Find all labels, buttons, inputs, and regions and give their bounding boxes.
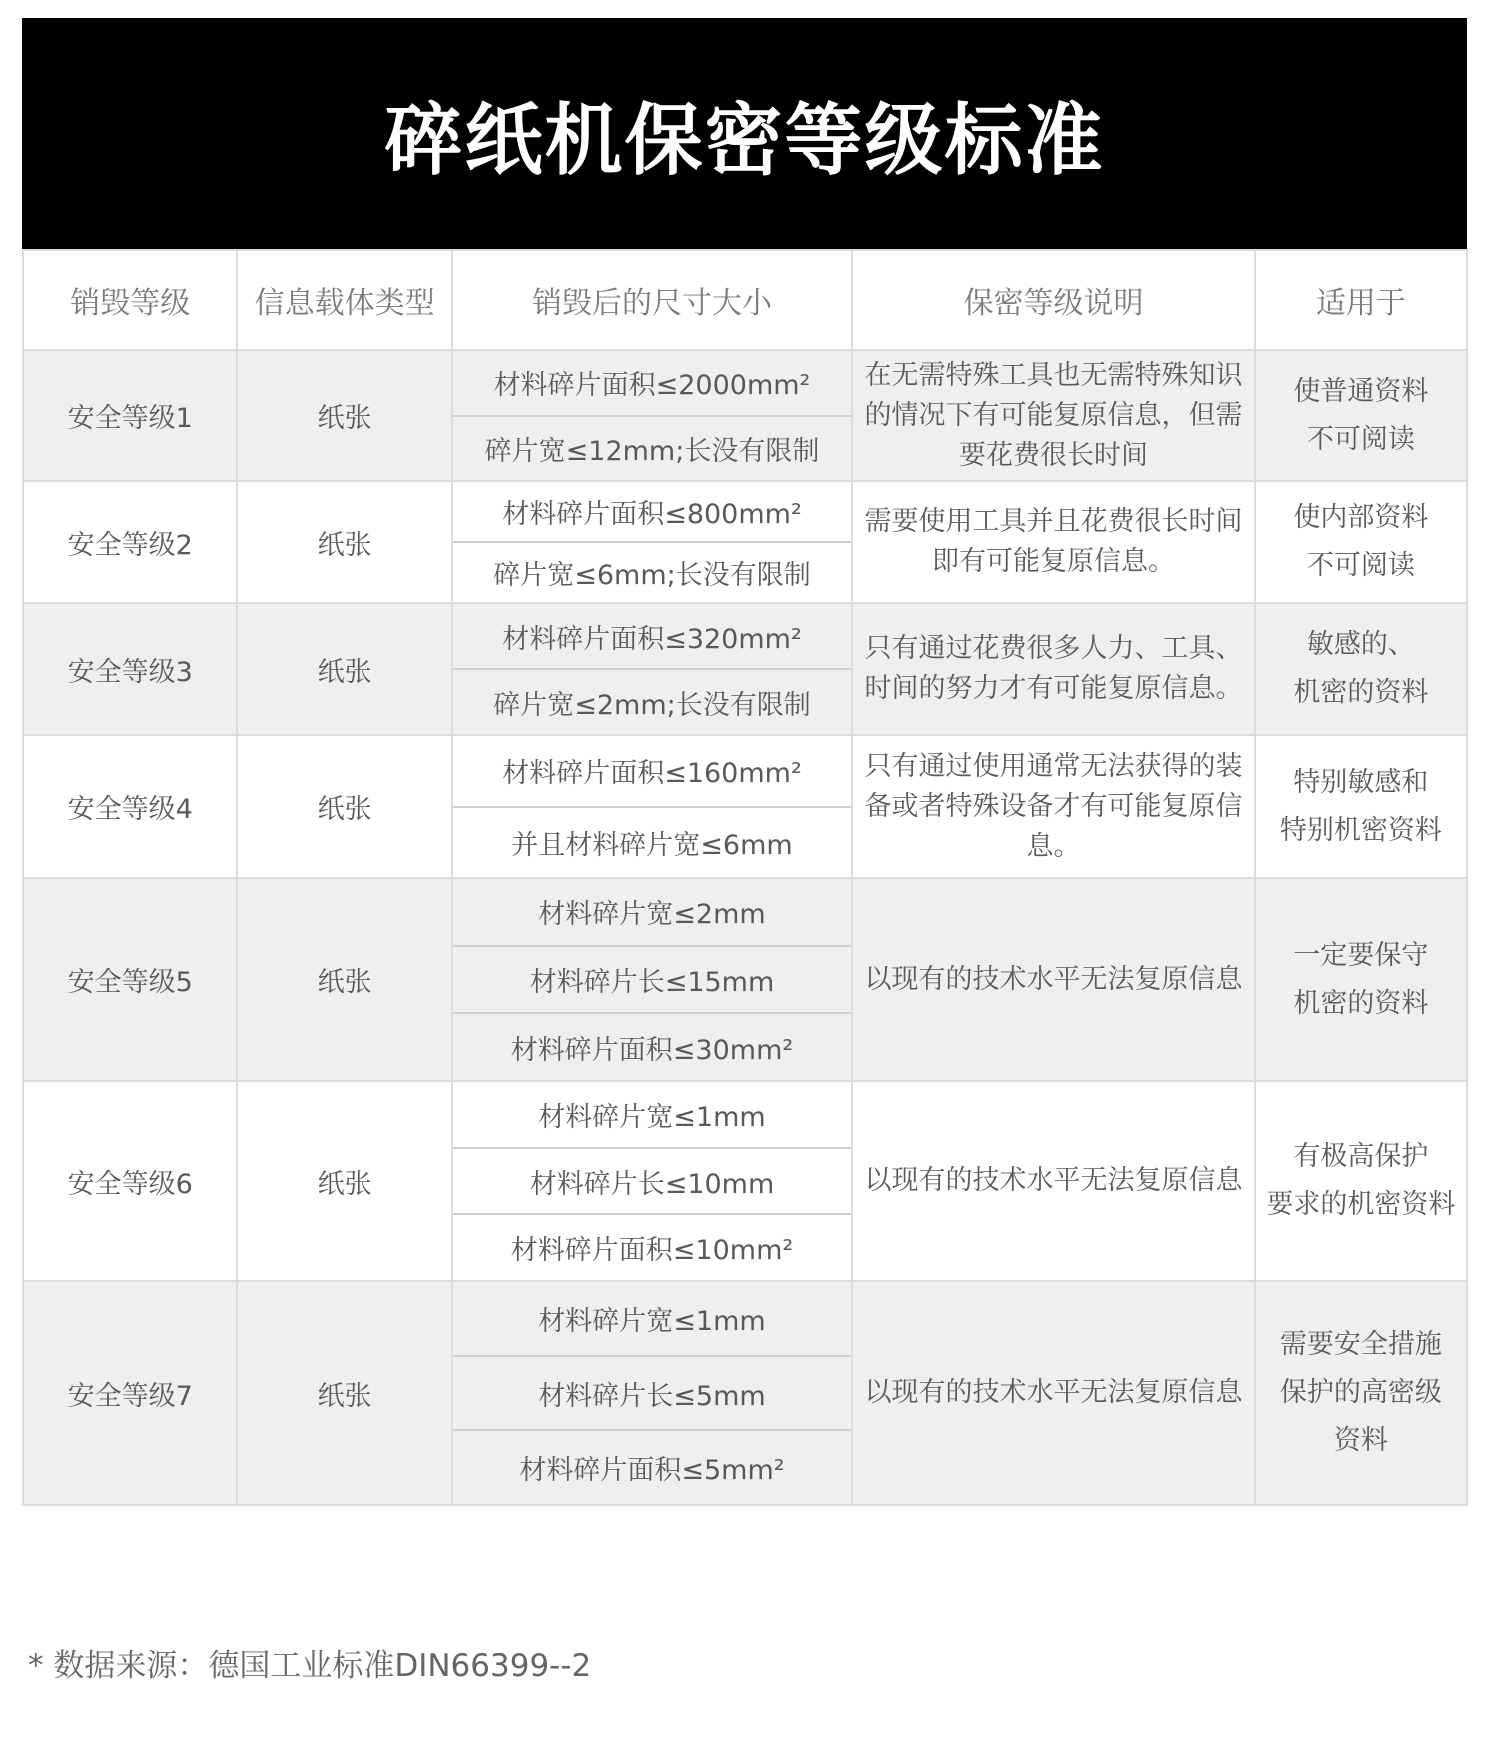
table-row [23,1081,1467,1281]
applicable-to-cell [1255,1081,1467,1281]
security-description-cell: 在无需特殊工具也无需特殊知识的情况下有可能复原信息，但需要花费很长时间 [852,350,1255,481]
shred-size-item: 并且材料碎片宽≤6mm [453,806,851,878]
shred-size-list [453,604,851,734]
shred-size-item: 材料碎片长≤15mm [453,945,851,1013]
shred-size-item: 材料碎片宽≤2mm [538,899,766,931]
security-level-cell: 安全等级1 [23,350,237,481]
applicable-to-line: 有极高保护 [1293,1141,1429,1172]
security-description-cell: 以现有的技术水平无法复原信息 [852,1281,1255,1505]
security-level-cell: 安全等级2 [23,481,237,603]
header-shred-size: 销毁后的尺寸大小 [452,250,852,350]
shred-size-list [453,351,851,480]
table-row [23,603,1467,735]
carrier-type-cell: 纸张 [237,1081,451,1281]
table-row [23,350,1467,481]
security-description-cell: 以现有的技术水平无法复原信息 [852,878,1255,1081]
security-level-cell: 安全等级6 [23,1081,237,1281]
applicable-to-line: 要求的机密资料 [1266,1189,1456,1220]
security-level-cell: 安全等级5 [23,878,237,1081]
applicable-to-line: 特别机密资料 [1279,814,1442,846]
applicable-to-line: 保护的高密级 [1279,1377,1442,1408]
carrier-type-cell: 纸张 [237,1281,451,1505]
shred-size-item: 材料碎片面积≤10mm² [453,1213,851,1280]
applicable-to-line: 不可阅读 [1306,550,1415,581]
applicable-to-line: 敏感的、 [1306,629,1415,660]
shred-size-list [453,736,851,877]
applicable-to-line: 使内部资料 [1293,502,1429,533]
table-row [23,1281,1467,1505]
security-level-cell: 安全等级4 [23,735,237,878]
carrier-type-cell: 纸张 [237,603,451,735]
table-row [23,481,1467,603]
shred-size-cell [452,735,852,878]
shred-size-cell [452,350,852,481]
shred-size-item: 材料碎片面积≤320mm² [502,623,802,655]
shred-size-item: 材料碎片长≤5mm [453,1355,851,1430]
applicable-to-cell [1255,878,1467,1081]
shred-size-cell [452,878,852,1081]
data-source-footnote: * 数据来源：德国工业标准DIN66399--2 [28,1648,592,1684]
shred-size-list [453,482,851,602]
applicable-to-line: 需要安全措施 [1279,1329,1442,1360]
table-row [23,735,1467,878]
security-level-cell: 安全等级7 [23,1281,237,1505]
shred-size-item: 材料碎片面积≤30mm² [453,1012,851,1080]
applicable-to-line: 特别敏感和 [1293,766,1429,798]
page-title: 碎纸机保密等级标准 [22,18,1467,249]
shred-size-item: 材料碎片面积≤160mm² [502,758,802,790]
header-destruction-level: 销毁等级 [23,250,237,350]
shred-size-cell [452,1081,852,1281]
security-description-cell: 只有通过使用通常无法获得的装备或者特殊设备才有可能复原信息。 [852,735,1255,878]
table-row [23,878,1467,1081]
carrier-type-cell: 纸张 [237,878,451,1081]
shred-size-cell [452,481,852,603]
carrier-type-cell: 纸张 [237,735,451,878]
applicable-to-cell [1255,350,1467,481]
shred-size-item: 碎片宽≤2mm;长没有限制 [453,668,851,734]
carrier-type-cell: 纸张 [237,481,451,603]
security-description-cell: 只有通过花费很多人力、工具、时间的努力才有可能复原信息。 [852,603,1255,735]
shred-size-item: 材料碎片面积≤2000mm² [493,370,811,402]
security-description-cell: 以现有的技术水平无法复原信息 [852,1081,1255,1281]
shred-size-item: 材料碎片宽≤1mm [538,1305,766,1337]
shred-size-item: 材料碎片面积≤5mm² [453,1429,851,1504]
security-level-cell: 安全等级3 [23,603,237,735]
applicable-to-cell [1255,603,1467,735]
header-carrier-type: 信息载体类型 [237,250,451,350]
shred-size-item: 碎片宽≤12mm;长没有限制 [453,415,851,481]
applicable-to-line: 资料 [1333,1425,1388,1456]
applicable-to-cell [1255,735,1467,878]
applicable-to-cell [1255,1281,1467,1505]
security-level-table [22,249,1468,1506]
shred-size-cell [452,1281,852,1505]
applicable-to-line: 机密的资料 [1293,677,1429,708]
applicable-to-line: 不可阅读 [1306,423,1415,455]
applicable-to-cell [1255,481,1467,603]
table-header-row [23,250,1467,350]
shred-size-list [453,879,851,1080]
applicable-to-line: 机密的资料 [1293,987,1429,1019]
applicable-to-line: 一定要保守 [1293,939,1429,971]
applicable-to-line: 使普通资料 [1293,375,1429,407]
shred-size-cell [452,603,852,735]
carrier-type-cell: 纸张 [237,350,451,481]
shred-size-list [453,1082,851,1280]
security-description-cell: 需要使用工具并且花费很长时间即有可能复原信息。 [852,481,1255,603]
shred-size-item: 碎片宽≤6mm;长没有限制 [453,541,851,602]
shred-size-item: 材料碎片宽≤1mm [538,1101,766,1133]
shred-size-item: 材料碎片长≤10mm [453,1147,851,1214]
shred-size-list [453,1282,851,1504]
header-security-description: 保密等级说明 [852,250,1255,350]
header-applicable-to: 适用于 [1255,250,1467,350]
shred-size-item: 材料碎片面积≤800mm² [502,499,802,530]
